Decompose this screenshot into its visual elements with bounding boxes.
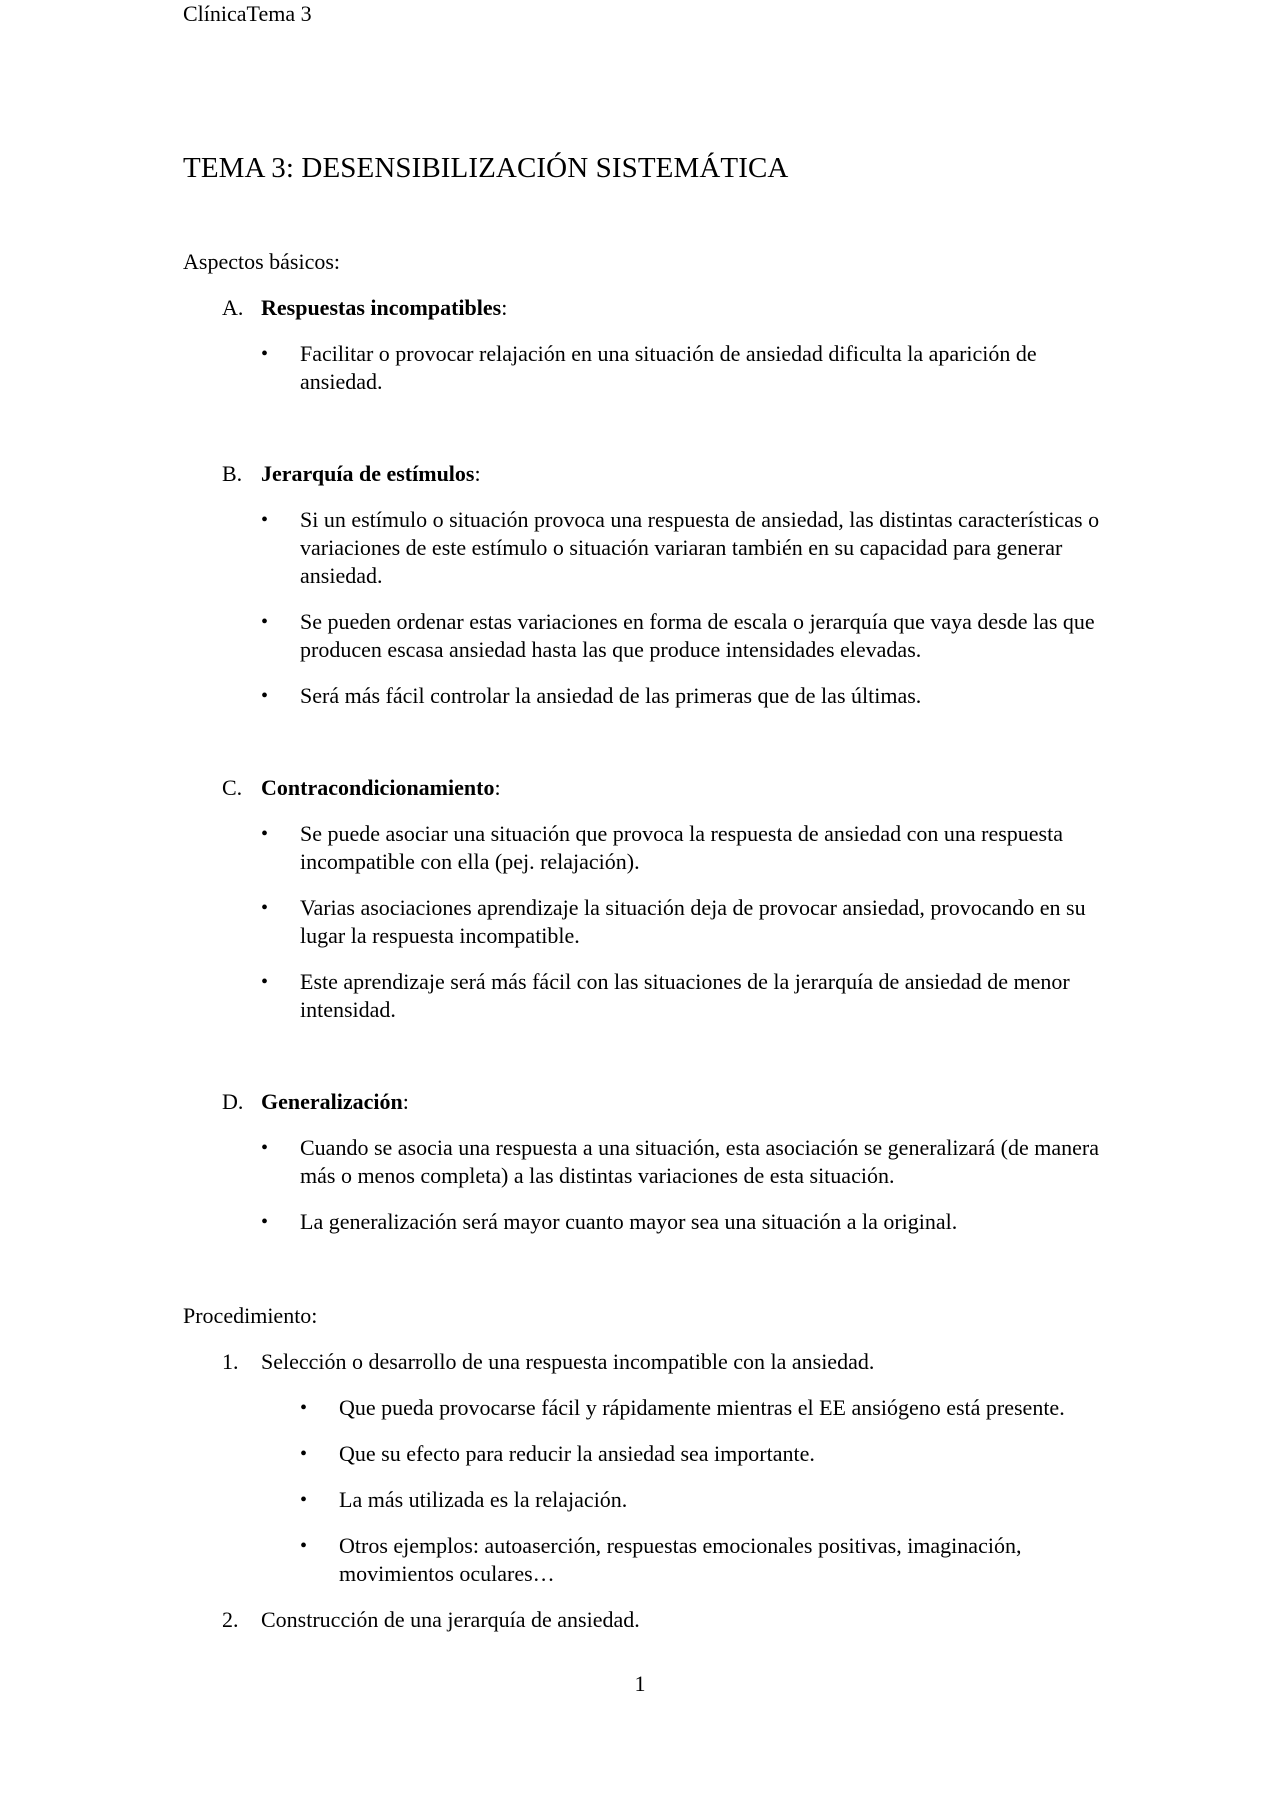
- bullet-item: [261, 894, 1100, 950]
- bullet-glyph: •: [300, 1535, 308, 1557]
- aspect-heading: Jerarquía de estímulos: [261, 461, 475, 486]
- bullet-glyph: •: [261, 823, 269, 845]
- bullet-text: Si un estímulo o situación provoca una respuesta de ansiedad, las distintas características o variaciones de este estímulo o situación variaran también en su capacidad para generar ansiedad.: [300, 507, 1100, 588]
- bullet-text: Se puede asociar una situación que provoca la respuesta de ansiedad con una respuesta incompatible con ella (pej. relajación).: [300, 821, 1063, 874]
- bullet-glyph: •: [261, 343, 269, 365]
- document-body: [183, 248, 1103, 1634]
- bullet-list: [261, 1394, 1103, 1588]
- aspects-label: Aspectos básicos:: [183, 249, 341, 274]
- bullet-item: [261, 340, 1100, 396]
- bullet-item: [300, 1486, 1099, 1514]
- bullet-item: [261, 608, 1100, 664]
- heading-colon: :: [501, 295, 508, 320]
- bullet-text: Este aprendizaje será más fácil con las situaciones de la jerarquía de ansiedad de menor intensidad.: [300, 969, 1070, 1022]
- bullet-item: [300, 1394, 1099, 1422]
- aspect-heading: Respuestas incompatibles: [261, 295, 502, 320]
- bullet-text: Varias asociaciones aprendizaje la situación deja de provocar ansiedad, provocando en su lugar la respuesta incompatible.: [300, 895, 1086, 948]
- list-marker: A.: [222, 295, 244, 320]
- bullet-text: Otros ejemplos: autoaserción, respuestas emocionales positivas, imaginación, movimientos oculares…: [339, 1533, 1022, 1586]
- bullet-list: [261, 340, 1103, 396]
- list-marker: C.: [222, 775, 243, 800]
- bullet-glyph: •: [261, 897, 269, 919]
- aspect-item-b: [183, 460, 1103, 710]
- step-number: 1.: [222, 1349, 239, 1374]
- step-text: Construcción de una jerarquía de ansiedad.: [261, 1607, 640, 1632]
- bullet-item: [261, 820, 1100, 876]
- bullet-list: [261, 1134, 1103, 1236]
- bullet-item: [261, 506, 1100, 590]
- bullet-glyph: •: [300, 1397, 308, 1419]
- heading-colon: :: [474, 461, 481, 486]
- document-title: TEMA 3: DESENSIBILIZACIÓN SISTEMÁTICA: [183, 152, 789, 184]
- bullet-item: [261, 682, 1100, 710]
- bullet-glyph: •: [300, 1489, 308, 1511]
- page-header: ClínicaTema 3: [183, 1, 312, 26]
- aspect-item-d: [183, 1088, 1103, 1236]
- bullet-glyph: •: [261, 971, 269, 993]
- bullet-item: [261, 1134, 1100, 1190]
- aspect-item-c: [183, 774, 1103, 1024]
- bullet-text: Será más fácil controlar la ansiedad de las primeras que de las últimas.: [300, 683, 922, 708]
- aspect-heading: Generalización: [261, 1089, 403, 1114]
- list-marker: B.: [222, 461, 243, 486]
- bullet-text: Facilitar o provocar relajación en una situación de ansiedad dificulta la aparición de ansiedad.: [300, 341, 1037, 394]
- procedure-label: Procedimiento:: [183, 1303, 318, 1328]
- bullet-text: Se pueden ordenar estas variaciones en forma de escala o jerarquía que vaya desde las que producen escasa ansiedad hasta las que produce intensidades elevadas.: [300, 609, 1095, 662]
- bullet-item: [261, 968, 1100, 1024]
- bullet-item: [300, 1532, 1099, 1588]
- bullet-item: [261, 1208, 1100, 1236]
- bullet-text: La generalización será mayor cuanto mayor sea una situación a la original.: [300, 1209, 958, 1234]
- step-number: 2.: [222, 1607, 239, 1632]
- bullet-list: [261, 506, 1103, 710]
- bullet-glyph: •: [261, 509, 269, 531]
- bullet-text: Cuando se asocia una respuesta a una situación, esta asociación se generalizará (de manera más o menos completa) a las distintas variaciones de esta situación.: [300, 1135, 1099, 1188]
- bullet-glyph: •: [300, 1443, 308, 1465]
- bullet-item: [300, 1440, 1099, 1468]
- procedure-step-2: [183, 1606, 1103, 1634]
- aspect-heading: Contracondicionamiento: [261, 775, 495, 800]
- bullet-list: [261, 820, 1103, 1024]
- bullet-text: La más utilizada es la relajación.: [339, 1487, 628, 1512]
- page-number: 1: [634, 1671, 646, 1696]
- bullet-text: Que su efecto para reducir la ansiedad sea importante.: [339, 1441, 815, 1466]
- heading-colon: :: [402, 1089, 409, 1114]
- heading-colon: :: [494, 775, 501, 800]
- aspect-item-a: [183, 294, 1103, 396]
- procedure-step-1: [183, 1348, 1103, 1588]
- bullet-glyph: •: [261, 611, 269, 633]
- step-text: Selección o desarrollo de una respuesta incompatible con la ansiedad.: [261, 1349, 875, 1374]
- bullet-glyph: •: [261, 685, 269, 707]
- bullet-glyph: •: [261, 1137, 269, 1159]
- list-marker: D.: [222, 1089, 244, 1114]
- bullet-text: Que pueda provocarse fácil y rápidamente mientras el EE ansiógeno está presente.: [339, 1395, 1065, 1420]
- bullet-glyph: •: [261, 1211, 269, 1233]
